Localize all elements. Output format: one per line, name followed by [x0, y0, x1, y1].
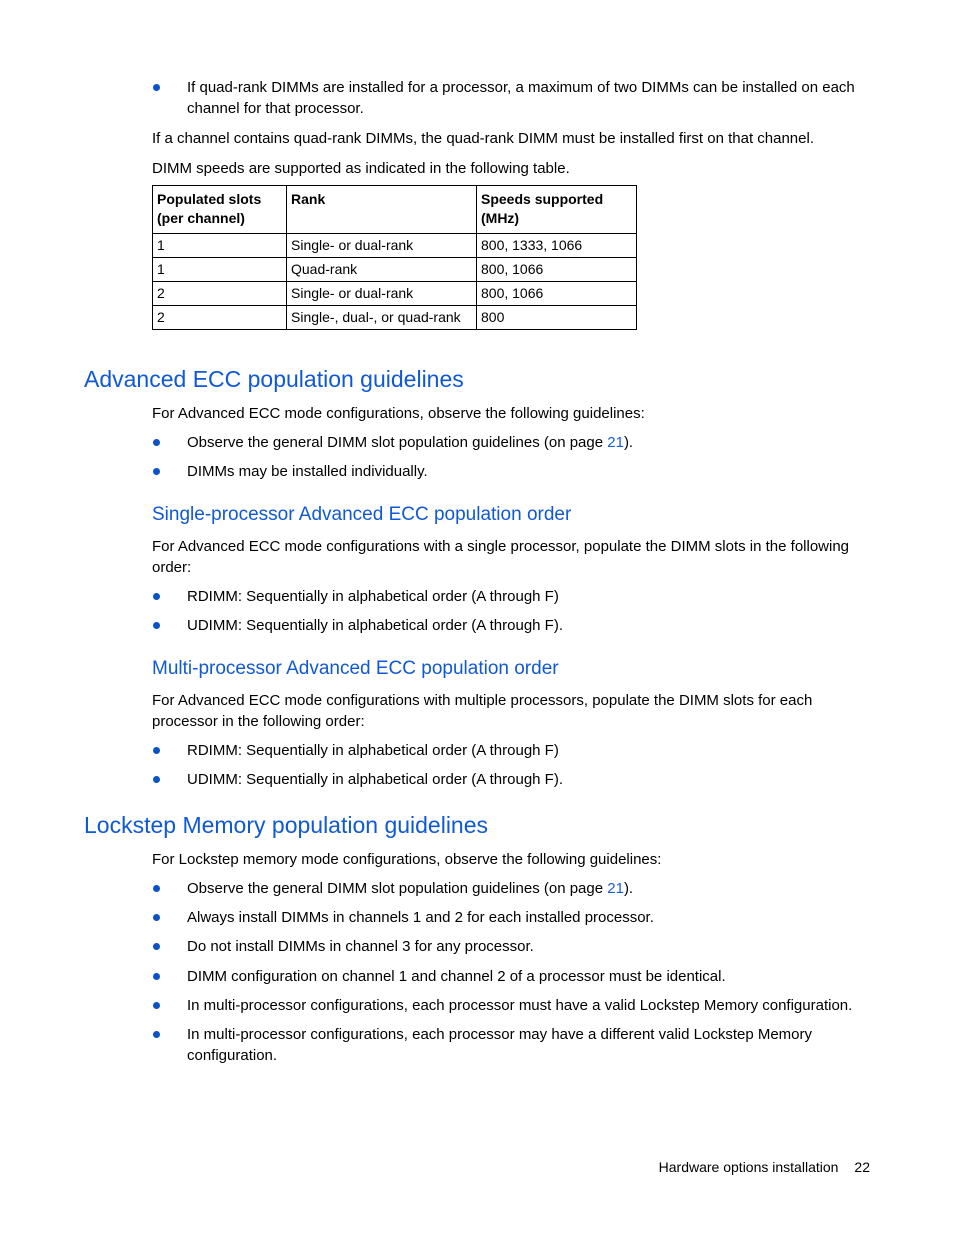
page-number: 22: [854, 1159, 870, 1175]
table-cell: Quad-rank: [287, 258, 477, 282]
bullet-icon: [153, 593, 160, 600]
bullet-icon: [153, 747, 160, 754]
paragraph: For Advanced ECC mode configurations, observe the following guidelines:: [152, 405, 645, 422]
bullet-icon: [153, 973, 160, 980]
subsection-heading-single-processor: Single-processor Advanced ECC population order: [152, 504, 572, 525]
subsection-heading-multi-processor: Multi-processor Advanced ECC population order: [152, 658, 559, 679]
bullet-icon: [153, 943, 160, 950]
table-cell: 2: [153, 282, 287, 306]
table-cell: Single- or dual-rank: [287, 282, 477, 306]
table-cell: 1: [153, 258, 287, 282]
paragraph: If a channel contains quad-rank DIMMs, the quad-rank DIMM must be installed first on that channel.: [152, 130, 814, 147]
table-cell: 800, 1333, 1066: [477, 234, 637, 258]
table-cell: 1: [153, 234, 287, 258]
table-row: [153, 282, 637, 306]
bullet-icon: [153, 622, 160, 629]
paragraph: For Advanced ECC mode configurations with a single processor, populate the DIMM slots in the following order:: [152, 538, 850, 576]
bullet-icon: [153, 885, 160, 892]
dimm-speed-table: [152, 185, 637, 330]
table-cell: 800, 1066: [477, 258, 637, 282]
table-row: [153, 258, 637, 282]
table-row: [153, 234, 637, 258]
bullet-icon: [153, 1031, 160, 1038]
paragraph: For Lockstep memory mode configurations, observe the following guidelines:: [152, 851, 662, 868]
column-header: Populated slots (per channel): [153, 186, 287, 234]
bullet-icon: [153, 84, 160, 91]
table-row: [153, 306, 637, 330]
bullet-icon: [153, 468, 160, 475]
column-header: Speeds supported (MHz): [477, 186, 637, 234]
bullet-icon: [153, 776, 160, 783]
page-footer: [659, 1158, 870, 1176]
footer-section-title: Hardware options installation: [658, 1159, 839, 1175]
table-header-row: [153, 186, 637, 234]
paragraph: For Advanced ECC mode configurations with multiple processors, populate the DIMM slots for each processor in the following order:: [152, 692, 813, 730]
table-cell: Single-, dual-, or quad-rank: [287, 306, 477, 330]
section-heading-lockstep: Lockstep Memory population guidelines: [84, 812, 489, 838]
bullet-icon: [153, 439, 160, 446]
bullet-icon: [153, 1002, 160, 1009]
page-link[interactable]: 21: [607, 880, 624, 897]
column-header: Rank: [287, 186, 477, 234]
section-heading-advanced-ecc: Advanced ECC population guidelines: [84, 366, 464, 392]
paragraph: DIMM speeds are supported as indicated in the following table.: [152, 160, 570, 177]
table-cell: 800: [477, 306, 637, 330]
page-link[interactable]: 21: [607, 434, 624, 451]
bullet-icon: [153, 914, 160, 921]
table-cell: Single- or dual-rank: [287, 234, 477, 258]
table-cell: 2: [153, 306, 287, 330]
table-cell: 800, 1066: [477, 282, 637, 306]
